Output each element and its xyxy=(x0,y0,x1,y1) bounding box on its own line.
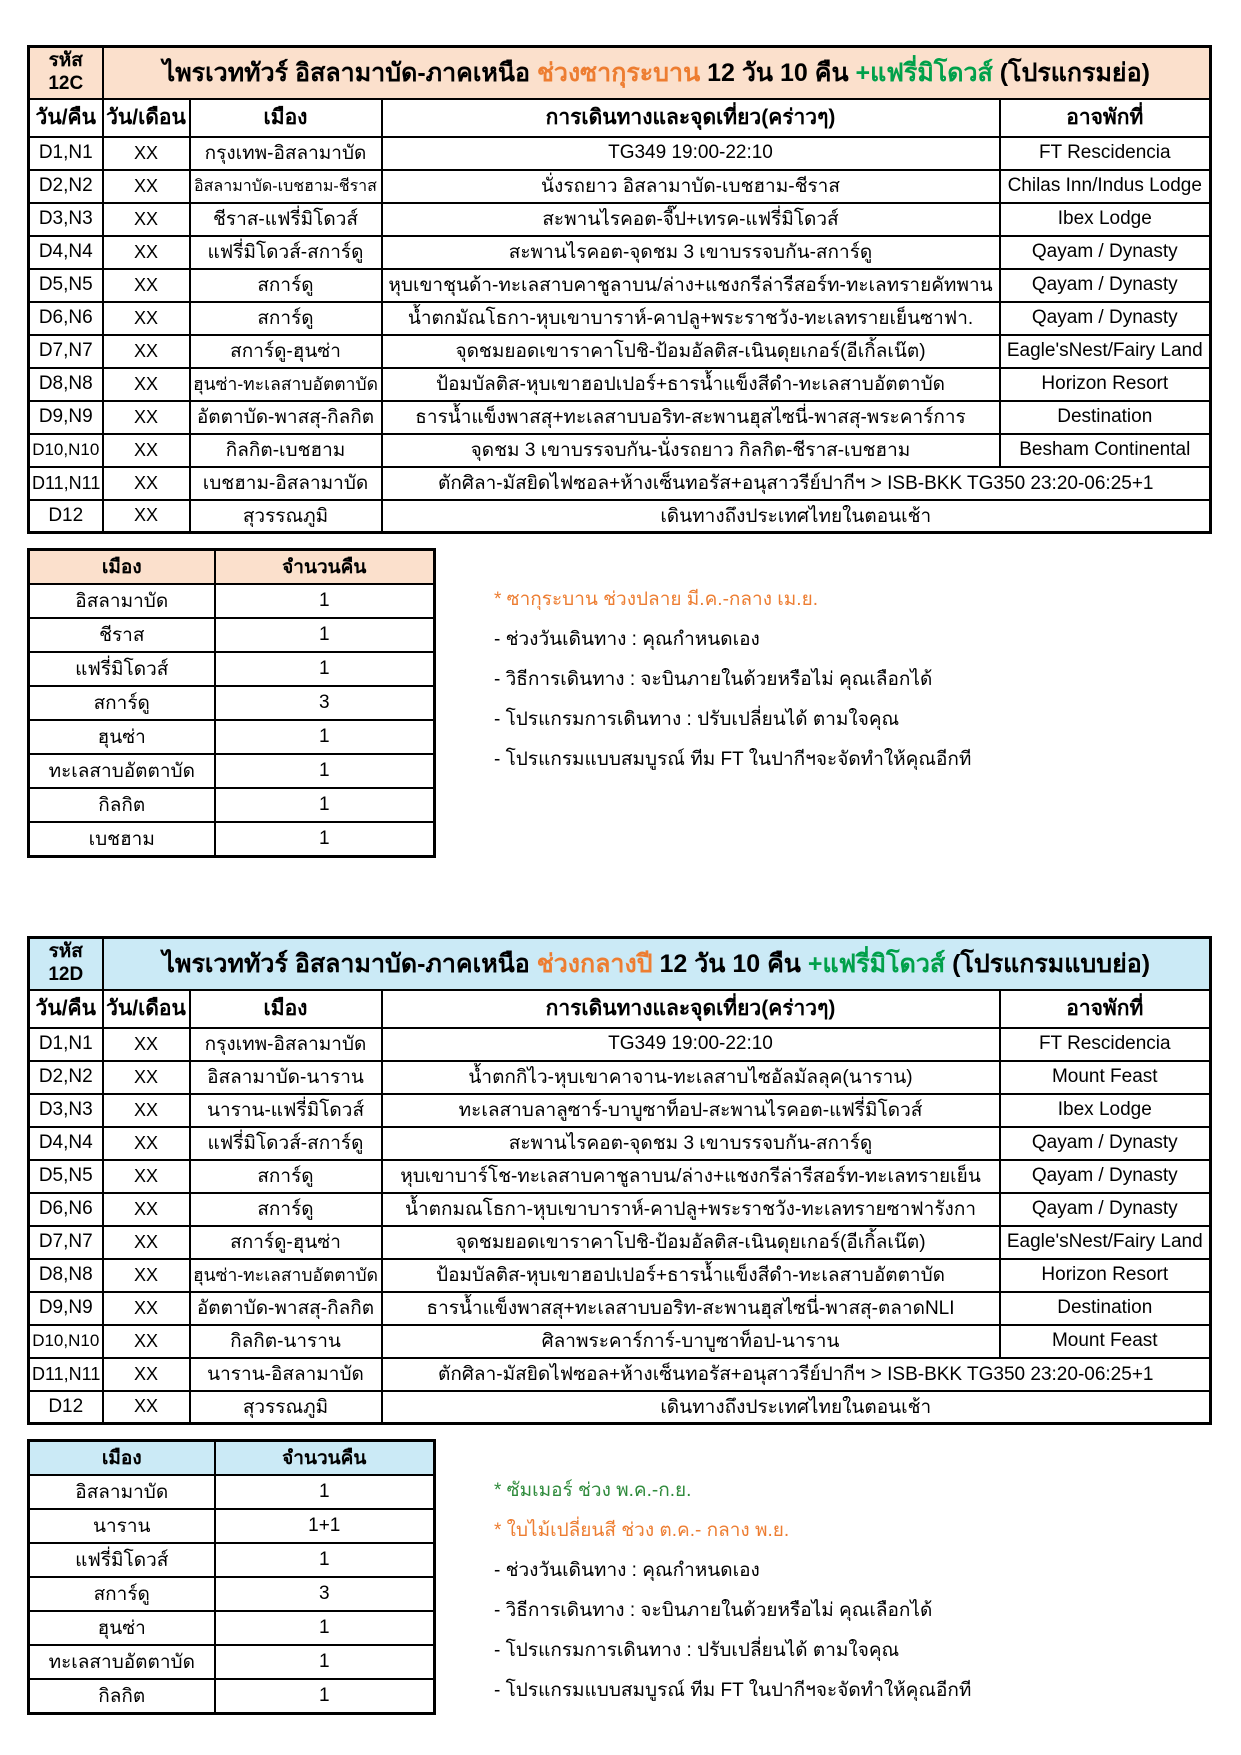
day-night-cell: D11,N11 xyxy=(29,467,103,500)
nights-row xyxy=(29,1645,435,1679)
summary-nights-cell: 1 xyxy=(215,788,435,822)
date-cell: XX xyxy=(103,1061,190,1094)
trip-cell: ตักศิลา-มัสยิดไฟซอล+ห้างเซ็นทอรัส+อนุสาวรีย์ปากีฯ > ISB-BKK TG350 23:20-06:25+1 xyxy=(382,467,1211,500)
tour-code-cell xyxy=(29,938,103,990)
hotel-cell: Qayam / Dynasty xyxy=(1000,236,1211,269)
day-night-cell: D3,N3 xyxy=(29,1094,103,1127)
day-night-cell: D7,N7 xyxy=(29,335,103,368)
title-addon: +แฟรี่มิโดวส์ xyxy=(807,949,946,978)
note-line: - โปรแกรมแบบสมบูรณ์ ทีม FT ในปากีฯจะจัดทำให้คุณอีกที xyxy=(494,1680,972,1701)
hotel-cell: Destination xyxy=(1000,401,1211,434)
itinerary-table-12c xyxy=(27,45,1212,534)
note-line: * ซากุระบาน ช่วงปลาย มี.ค.-กลาง เม.ย. xyxy=(494,589,818,610)
itinerary-row xyxy=(29,368,1211,401)
col-header-city: เมือง xyxy=(190,990,382,1028)
hotel-cell: Chilas Inn/Indus Lodge xyxy=(1000,170,1211,203)
summary-city-cell: ฮุนซ่า xyxy=(29,1611,215,1645)
hotel-cell: Ibex Lodge xyxy=(1000,203,1211,236)
itinerary-row xyxy=(29,1292,1211,1325)
city-cell: กรุงเทพ-อิสลามาบัด xyxy=(190,1028,382,1061)
date-cell: XX xyxy=(103,1358,190,1391)
summary-section-12d xyxy=(27,1439,1215,1715)
day-night-cell: D1,N1 xyxy=(29,137,103,170)
trip-cell: ป้อมบัลติส-หุบเขาฮอปเปอร์+ธารน้ำแข็งสีดำ-ทะเลสาบอัตตาบัด xyxy=(382,368,1000,401)
itinerary-row xyxy=(29,500,1211,533)
date-cell: XX xyxy=(103,1160,190,1193)
nights-row xyxy=(29,584,435,618)
col-header-trip: การเดินทางและจุดเที่ยว(คร่าวๆ) xyxy=(382,990,1000,1028)
summary-city-cell: อิสลามาบัด xyxy=(29,1475,215,1509)
summary-city-cell: อิสลามาบัด xyxy=(29,584,215,618)
summary-city-cell: ทะเลสาบอัตตาบัด xyxy=(29,1645,215,1679)
city-cell: สการ์ดู-ฮุนซ่า xyxy=(190,335,382,368)
trip-cell: ศิลาพระคาร์การ์-บาบูซาท็อป-นาราน xyxy=(382,1325,1000,1358)
note-line: - วิธีการเดินทาง : จะบินภายในด้วยหรือไม่ คุณเลือกได้ xyxy=(494,1600,933,1621)
hotel-cell: Horizon Resort xyxy=(1000,1259,1211,1292)
title-suffix: (โปรแกรมแบบย่อ) xyxy=(945,949,1151,978)
column-header-row xyxy=(29,99,1211,137)
trip-cell: ป้อมบัลติส-หุบเขาฮอปเปอร์+ธารน้ำแข็งสีดำ-ทะเลสาบอัตตาบัด xyxy=(382,1259,1000,1292)
code-value: 12D xyxy=(48,963,84,985)
summary-nights-cell: 1 xyxy=(215,1679,435,1714)
table-title-row xyxy=(29,47,1211,99)
day-night-cell: D6,N6 xyxy=(29,1193,103,1226)
day-night-cell: D7,N7 xyxy=(29,1226,103,1259)
itinerary-row xyxy=(29,401,1211,434)
hotel-cell: Qayam / Dynasty xyxy=(1000,1160,1211,1193)
note-line: * ซัมเมอร์ ช่วง พ.ค.-ก.ย. xyxy=(494,1480,692,1501)
summary-city-cell: สการ์ดู xyxy=(29,686,215,720)
hotel-cell: Eagle'sNest/Fairy Land xyxy=(1000,1226,1211,1259)
summary-city-cell: นาราน xyxy=(29,1509,215,1543)
city-cell: อัตตาบัด-พาสสุ-กิลกิต xyxy=(190,1292,382,1325)
itinerary-row xyxy=(29,1061,1211,1094)
summary-city-cell: เบชฮาม xyxy=(29,822,215,857)
summary-city-cell: กิลกิต xyxy=(29,788,215,822)
note-line: * ใบไม้เปลี่ยนสี ช่วง ต.ค.- กลาง พ.ย. xyxy=(494,1520,790,1541)
code-label: รหัส xyxy=(48,940,83,962)
city-cell: สุวรรณภูมิ xyxy=(190,500,382,533)
date-cell: XX xyxy=(103,1127,190,1160)
trip-cell: หุบเขาชุนด้า-ทะเลสาบคาชูลาบน/ล่าง+แชงกรีล่ารีสอร์ท-ทะเลทรายคัทพาน xyxy=(382,269,1000,302)
trip-cell: เดินทางถึงประเทศไทยในตอนเช้า xyxy=(382,500,1211,533)
city-cell: สการ์ดู xyxy=(190,1160,382,1193)
title-season: ช่วงซากุระบาน xyxy=(536,58,701,87)
trip-cell: จุดชมยอดเขาราคาโปชิ-ป้อมอัลติส-เนินดุยเกอร์(อีเกิ้ลเน๊ต) xyxy=(382,335,1000,368)
nights-col-city: เมือง xyxy=(29,1441,215,1476)
day-night-cell: D2,N2 xyxy=(29,170,103,203)
date-cell: XX xyxy=(103,1193,190,1226)
nights-header-row xyxy=(29,550,435,585)
date-cell: XX xyxy=(103,401,190,434)
summary-nights-cell: 1 xyxy=(215,720,435,754)
city-cell: สการ์ดู xyxy=(190,269,382,302)
itinerary-row xyxy=(29,1193,1211,1226)
summary-city-cell: กิลกิต xyxy=(29,1679,215,1714)
nights-row xyxy=(29,686,435,720)
code-label: รหัส xyxy=(48,49,83,71)
itinerary-table-12d xyxy=(27,936,1212,1425)
notes-12c xyxy=(494,548,971,784)
col-header-date: วัน/เดือน xyxy=(103,99,190,137)
hotel-cell: Eagle'sNest/Fairy Land xyxy=(1000,335,1211,368)
summary-nights-cell: 1 xyxy=(215,652,435,686)
summary-section-12c xyxy=(27,548,1215,858)
code-value: 12C xyxy=(48,72,84,94)
city-cell: ฮุนซ่า-ทะเลสาบอัตตาบัด xyxy=(190,1259,382,1292)
hotel-cell: FT Rescidencia xyxy=(1000,137,1211,170)
hotel-cell: Horizon Resort xyxy=(1000,368,1211,401)
date-cell: XX xyxy=(103,335,190,368)
itinerary-row xyxy=(29,302,1211,335)
summary-nights-cell: 3 xyxy=(215,1577,435,1611)
day-night-cell: D12 xyxy=(29,1391,103,1424)
hotel-cell: Mount Feast xyxy=(1000,1061,1211,1094)
trip-cell: สะพานไรคอต-จุดชม 3 เขาบรรจบกัน-สการ์ดู xyxy=(382,1127,1000,1160)
title-duration: 12 วัน 10 คืน xyxy=(700,58,856,87)
trip-cell: เดินทางถึงประเทศไทยในตอนเช้า xyxy=(382,1391,1211,1424)
summary-nights-cell: 1+1 xyxy=(215,1509,435,1543)
date-cell: XX xyxy=(103,269,190,302)
nights-col-count: จำนวนคืน xyxy=(215,550,435,585)
note-line: - ช่วงวันเดินทาง : คุณกำหนดเอง xyxy=(494,629,760,650)
col-header-day: วัน/คืน xyxy=(29,990,103,1028)
summary-city-cell: แฟรี่มิโดวส์ xyxy=(29,652,215,686)
summary-nights-cell: 1 xyxy=(215,754,435,788)
col-header-hotel: อาจพักที่ xyxy=(1000,990,1211,1028)
note-line: - ช่วงวันเดินทาง : คุณกำหนดเอง xyxy=(494,1560,760,1581)
hotel-cell: Qayam / Dynasty xyxy=(1000,1127,1211,1160)
city-cell: ฮุนซ่า-ทะเลสาบอัตตาบัด xyxy=(190,368,382,401)
nights-header-row xyxy=(29,1441,435,1476)
day-night-cell: D8,N8 xyxy=(29,368,103,401)
tour-title xyxy=(103,938,1211,990)
hotel-cell: Besham Continental xyxy=(1000,434,1211,467)
date-cell: XX xyxy=(103,302,190,335)
trip-cell: น้ำตกมัณโธกา-หุบเขาบาราห์-คาปลู+พระราชวัง-ทะเลทรายเย็นซาฟา. xyxy=(382,302,1000,335)
itinerary-row xyxy=(29,203,1211,236)
trip-cell: ธารน้ำแข็งพาสสุ+ทะเลสาบบอริท-สะพานฮุสไซนี่-พาสสุ-ตลาดNLI xyxy=(382,1292,1000,1325)
title-duration: 12 วัน 10 คืน xyxy=(652,949,808,978)
summary-city-cell: แฟรี่มิโดวส์ xyxy=(29,1543,215,1577)
hotel-cell: Destination xyxy=(1000,1292,1211,1325)
city-cell: กิลกิต-นาราน xyxy=(190,1325,382,1358)
tour-code-cell xyxy=(29,47,103,99)
nights-row xyxy=(29,1475,435,1509)
city-cell: นาราน-อิสลามาบัด xyxy=(190,1358,382,1391)
summary-city-cell: สการ์ดู xyxy=(29,1577,215,1611)
city-cell: กิลกิต-เบชฮาม xyxy=(190,434,382,467)
day-night-cell: D11,N11 xyxy=(29,1358,103,1391)
itinerary-row xyxy=(29,137,1211,170)
tour-title xyxy=(103,47,1211,99)
date-cell: XX xyxy=(103,170,190,203)
nights-row xyxy=(29,720,435,754)
summary-nights-cell: 1 xyxy=(215,822,435,857)
nights-row xyxy=(29,1679,435,1714)
hotel-cell: Qayam / Dynasty xyxy=(1000,302,1211,335)
summary-city-cell: ทะเลสาบอัตตาบัด xyxy=(29,754,215,788)
itinerary-row xyxy=(29,467,1211,500)
itinerary-row xyxy=(29,434,1211,467)
date-cell: XX xyxy=(103,1391,190,1424)
note-line: - โปรแกรมแบบสมบูรณ์ ทีม FT ในปากีฯจะจัดทำให้คุณอีกที xyxy=(494,749,972,770)
title-season: ช่วงกลางปี xyxy=(536,949,653,978)
nights-col-city: เมือง xyxy=(29,550,215,585)
trip-cell: ตักศิลา-มัสยิดไฟซอล+ห้างเซ็นทอรัส+อนุสาวรีย์ปากีฯ > ISB-BKK TG350 23:20-06:25+1 xyxy=(382,1358,1211,1391)
notes-12d xyxy=(494,1439,971,1715)
nights-row xyxy=(29,1577,435,1611)
city-cell: อิสลามาบัด-นาราน xyxy=(190,1061,382,1094)
nights-row xyxy=(29,1611,435,1645)
column-header-row xyxy=(29,990,1211,1028)
itinerary-row xyxy=(29,1127,1211,1160)
hotel-cell: Qayam / Dynasty xyxy=(1000,1193,1211,1226)
day-night-cell: D12 xyxy=(29,500,103,533)
title-addon: +แฟรี่มิโดวส์ xyxy=(855,58,993,87)
date-cell: XX xyxy=(103,1259,190,1292)
trip-cell: จุดชม 3 เขาบรรจบกัน-นั่งรถยาว กิลกิต-ชีราส-เบชฮาม xyxy=(382,434,1000,467)
title-prefix: ไพรเวททัวร์ อิสลามาบัด-ภาคเหนือ xyxy=(162,949,537,978)
nights-row xyxy=(29,822,435,857)
trip-cell: สะพานไรคอต-จุดชม 3 เขาบรรจบกัน-สการ์ดู xyxy=(382,236,1000,269)
nights-row xyxy=(29,652,435,686)
summary-nights-cell: 1 xyxy=(215,1543,435,1577)
col-header-date: วัน/เดือน xyxy=(103,990,190,1028)
trip-cell: นั่งรถยาว อิสลามาบัด-เบชฮาม-ชีราส xyxy=(382,170,1000,203)
nights-row xyxy=(29,1509,435,1543)
itinerary-row xyxy=(29,1160,1211,1193)
city-cell: อิสลามาบัด-เบชฮาม-ชีราส xyxy=(190,170,382,203)
date-cell: XX xyxy=(103,434,190,467)
trip-cell: ธารน้ำแข็งพาสสุ+ทะเลสาบบอริท-สะพานฮุสไซนี่-พาสสุ-พระคาร์การ xyxy=(382,401,1000,434)
trip-cell: น้ำตกมณโธกา-หุบเขาบาราห์-คาปลู+พระราชวัง-ทะเลทรายซาฟารังกา xyxy=(382,1193,1000,1226)
itinerary-row xyxy=(29,1259,1211,1292)
itinerary-row xyxy=(29,1028,1211,1061)
day-night-cell: D8,N8 xyxy=(29,1259,103,1292)
day-night-cell: D10,N10 xyxy=(29,1325,103,1358)
day-night-cell: D5,N5 xyxy=(29,1160,103,1193)
day-night-cell: D5,N5 xyxy=(29,269,103,302)
day-night-cell: D10,N10 xyxy=(29,434,103,467)
date-cell: XX xyxy=(103,1226,190,1259)
summary-nights-cell: 1 xyxy=(215,1475,435,1509)
date-cell: XX xyxy=(103,467,190,500)
day-night-cell: D2,N2 xyxy=(29,1061,103,1094)
nights-table-12c xyxy=(27,548,436,858)
date-cell: XX xyxy=(103,137,190,170)
city-cell: สุวรรณภูมิ xyxy=(190,1391,382,1424)
itinerary-row xyxy=(29,1358,1211,1391)
date-cell: XX xyxy=(103,1094,190,1127)
trip-cell: หุบเขาบาร์โช-ทะเลสาบคาชูลาบน/ล่าง+แชงกรีล่ารีสอร์ท-ทะเลทรายเย็น xyxy=(382,1160,1000,1193)
summary-city-cell: ฮุนซ่า xyxy=(29,720,215,754)
title-suffix: (โปรแกรมย่อ) xyxy=(992,58,1150,87)
date-cell: XX xyxy=(103,368,190,401)
nights-row xyxy=(29,788,435,822)
col-header-hotel: อาจพักที่ xyxy=(1000,99,1211,137)
col-header-day: วัน/คืน xyxy=(29,99,103,137)
day-night-cell: D6,N6 xyxy=(29,302,103,335)
city-cell: นาราน-แฟรี่มิโดวส์ xyxy=(190,1094,382,1127)
day-night-cell: D4,N4 xyxy=(29,236,103,269)
city-cell: แฟรี่มิโดวส์-สการ์ดู xyxy=(190,236,382,269)
itinerary-row xyxy=(29,335,1211,368)
nights-row xyxy=(29,618,435,652)
trip-cell: จุดชมยอดเขาราคาโปชิ-ป้อมอัลติส-เนินดุยเกอร์(อีเกิ้ลเน๊ต) xyxy=(382,1226,1000,1259)
date-cell: XX xyxy=(103,500,190,533)
trip-cell: น้ำตกกิไว-หุบเขาคาจาน-ทะเลสาบไซอัลมัลลุค(นาราน) xyxy=(382,1061,1000,1094)
title-prefix: ไพรเวททัวร์ อิสลามาบัด-ภาคเหนือ xyxy=(162,58,537,87)
nights-row xyxy=(29,754,435,788)
city-cell: เบชฮาม-อิสลามาบัด xyxy=(190,467,382,500)
nights-row xyxy=(29,1543,435,1577)
itinerary-row xyxy=(29,236,1211,269)
trip-cell: ทะเลสาบลาลูซาร์-บาบูซาท็อป-สะพานไรคอต-แฟรี่มิโดวส์ xyxy=(382,1094,1000,1127)
note-line: - โปรแกรมการเดินทาง : ปรับเปลี่ยนได้ ตามใจคุณ xyxy=(494,709,900,730)
itinerary-row xyxy=(29,1325,1211,1358)
city-cell: ชีราส-แฟรี่มิโดวส์ xyxy=(190,203,382,236)
city-cell: อัตตาบัด-พาสสุ-กิลกิต xyxy=(190,401,382,434)
summary-nights-cell: 1 xyxy=(215,618,435,652)
nights-col-count: จำนวนคืน xyxy=(215,1441,435,1476)
day-night-cell: D9,N9 xyxy=(29,401,103,434)
note-line: - โปรแกรมการเดินทาง : ปรับเปลี่ยนได้ ตามใจคุณ xyxy=(494,1640,900,1661)
date-cell: XX xyxy=(103,1028,190,1061)
date-cell: XX xyxy=(103,1325,190,1358)
city-cell: แฟรี่มิโดวส์-สการ์ดู xyxy=(190,1127,382,1160)
city-cell: กรุงเทพ-อิสลามาบัด xyxy=(190,137,382,170)
itinerary-row xyxy=(29,269,1211,302)
itinerary-row xyxy=(29,1094,1211,1127)
day-night-cell: D4,N4 xyxy=(29,1127,103,1160)
itinerary-row xyxy=(29,1226,1211,1259)
date-cell: XX xyxy=(103,1292,190,1325)
date-cell: XX xyxy=(103,203,190,236)
city-cell: สการ์ดู-ฮุนซ่า xyxy=(190,1226,382,1259)
summary-nights-cell: 1 xyxy=(215,1611,435,1645)
hotel-cell: Mount Feast xyxy=(1000,1325,1211,1358)
table-title-row xyxy=(29,938,1211,990)
itinerary-row xyxy=(29,170,1211,203)
note-line: - วิธีการเดินทาง : จะบินภายในด้วยหรือไม่ คุณเลือกได้ xyxy=(494,669,933,690)
city-cell: สการ์ดู xyxy=(190,1193,382,1226)
summary-nights-cell: 3 xyxy=(215,686,435,720)
trip-cell: TG349 19:00-22:10 xyxy=(382,1028,1000,1061)
summary-nights-cell: 1 xyxy=(215,1645,435,1679)
summary-city-cell: ชีราส xyxy=(29,618,215,652)
trip-cell: สะพานไรคอต-จี๊ป+เทรค-แฟรี่มิโดวส์ xyxy=(382,203,1000,236)
day-night-cell: D1,N1 xyxy=(29,1028,103,1061)
summary-nights-cell: 1 xyxy=(215,584,435,618)
col-header-trip: การเดินทางและจุดเที่ยว(คร่าวๆ) xyxy=(382,99,1000,137)
date-cell: XX xyxy=(103,236,190,269)
trip-cell: TG349 19:00-22:10 xyxy=(382,137,1000,170)
hotel-cell: FT Rescidencia xyxy=(1000,1028,1211,1061)
hotel-cell: Ibex Lodge xyxy=(1000,1094,1211,1127)
itinerary-row xyxy=(29,1391,1211,1424)
nights-table-12d xyxy=(27,1439,436,1715)
hotel-cell: Qayam / Dynasty xyxy=(1000,269,1211,302)
col-header-city: เมือง xyxy=(190,99,382,137)
day-night-cell: D9,N9 xyxy=(29,1292,103,1325)
city-cell: สการ์ดู xyxy=(190,302,382,335)
day-night-cell: D3,N3 xyxy=(29,203,103,236)
